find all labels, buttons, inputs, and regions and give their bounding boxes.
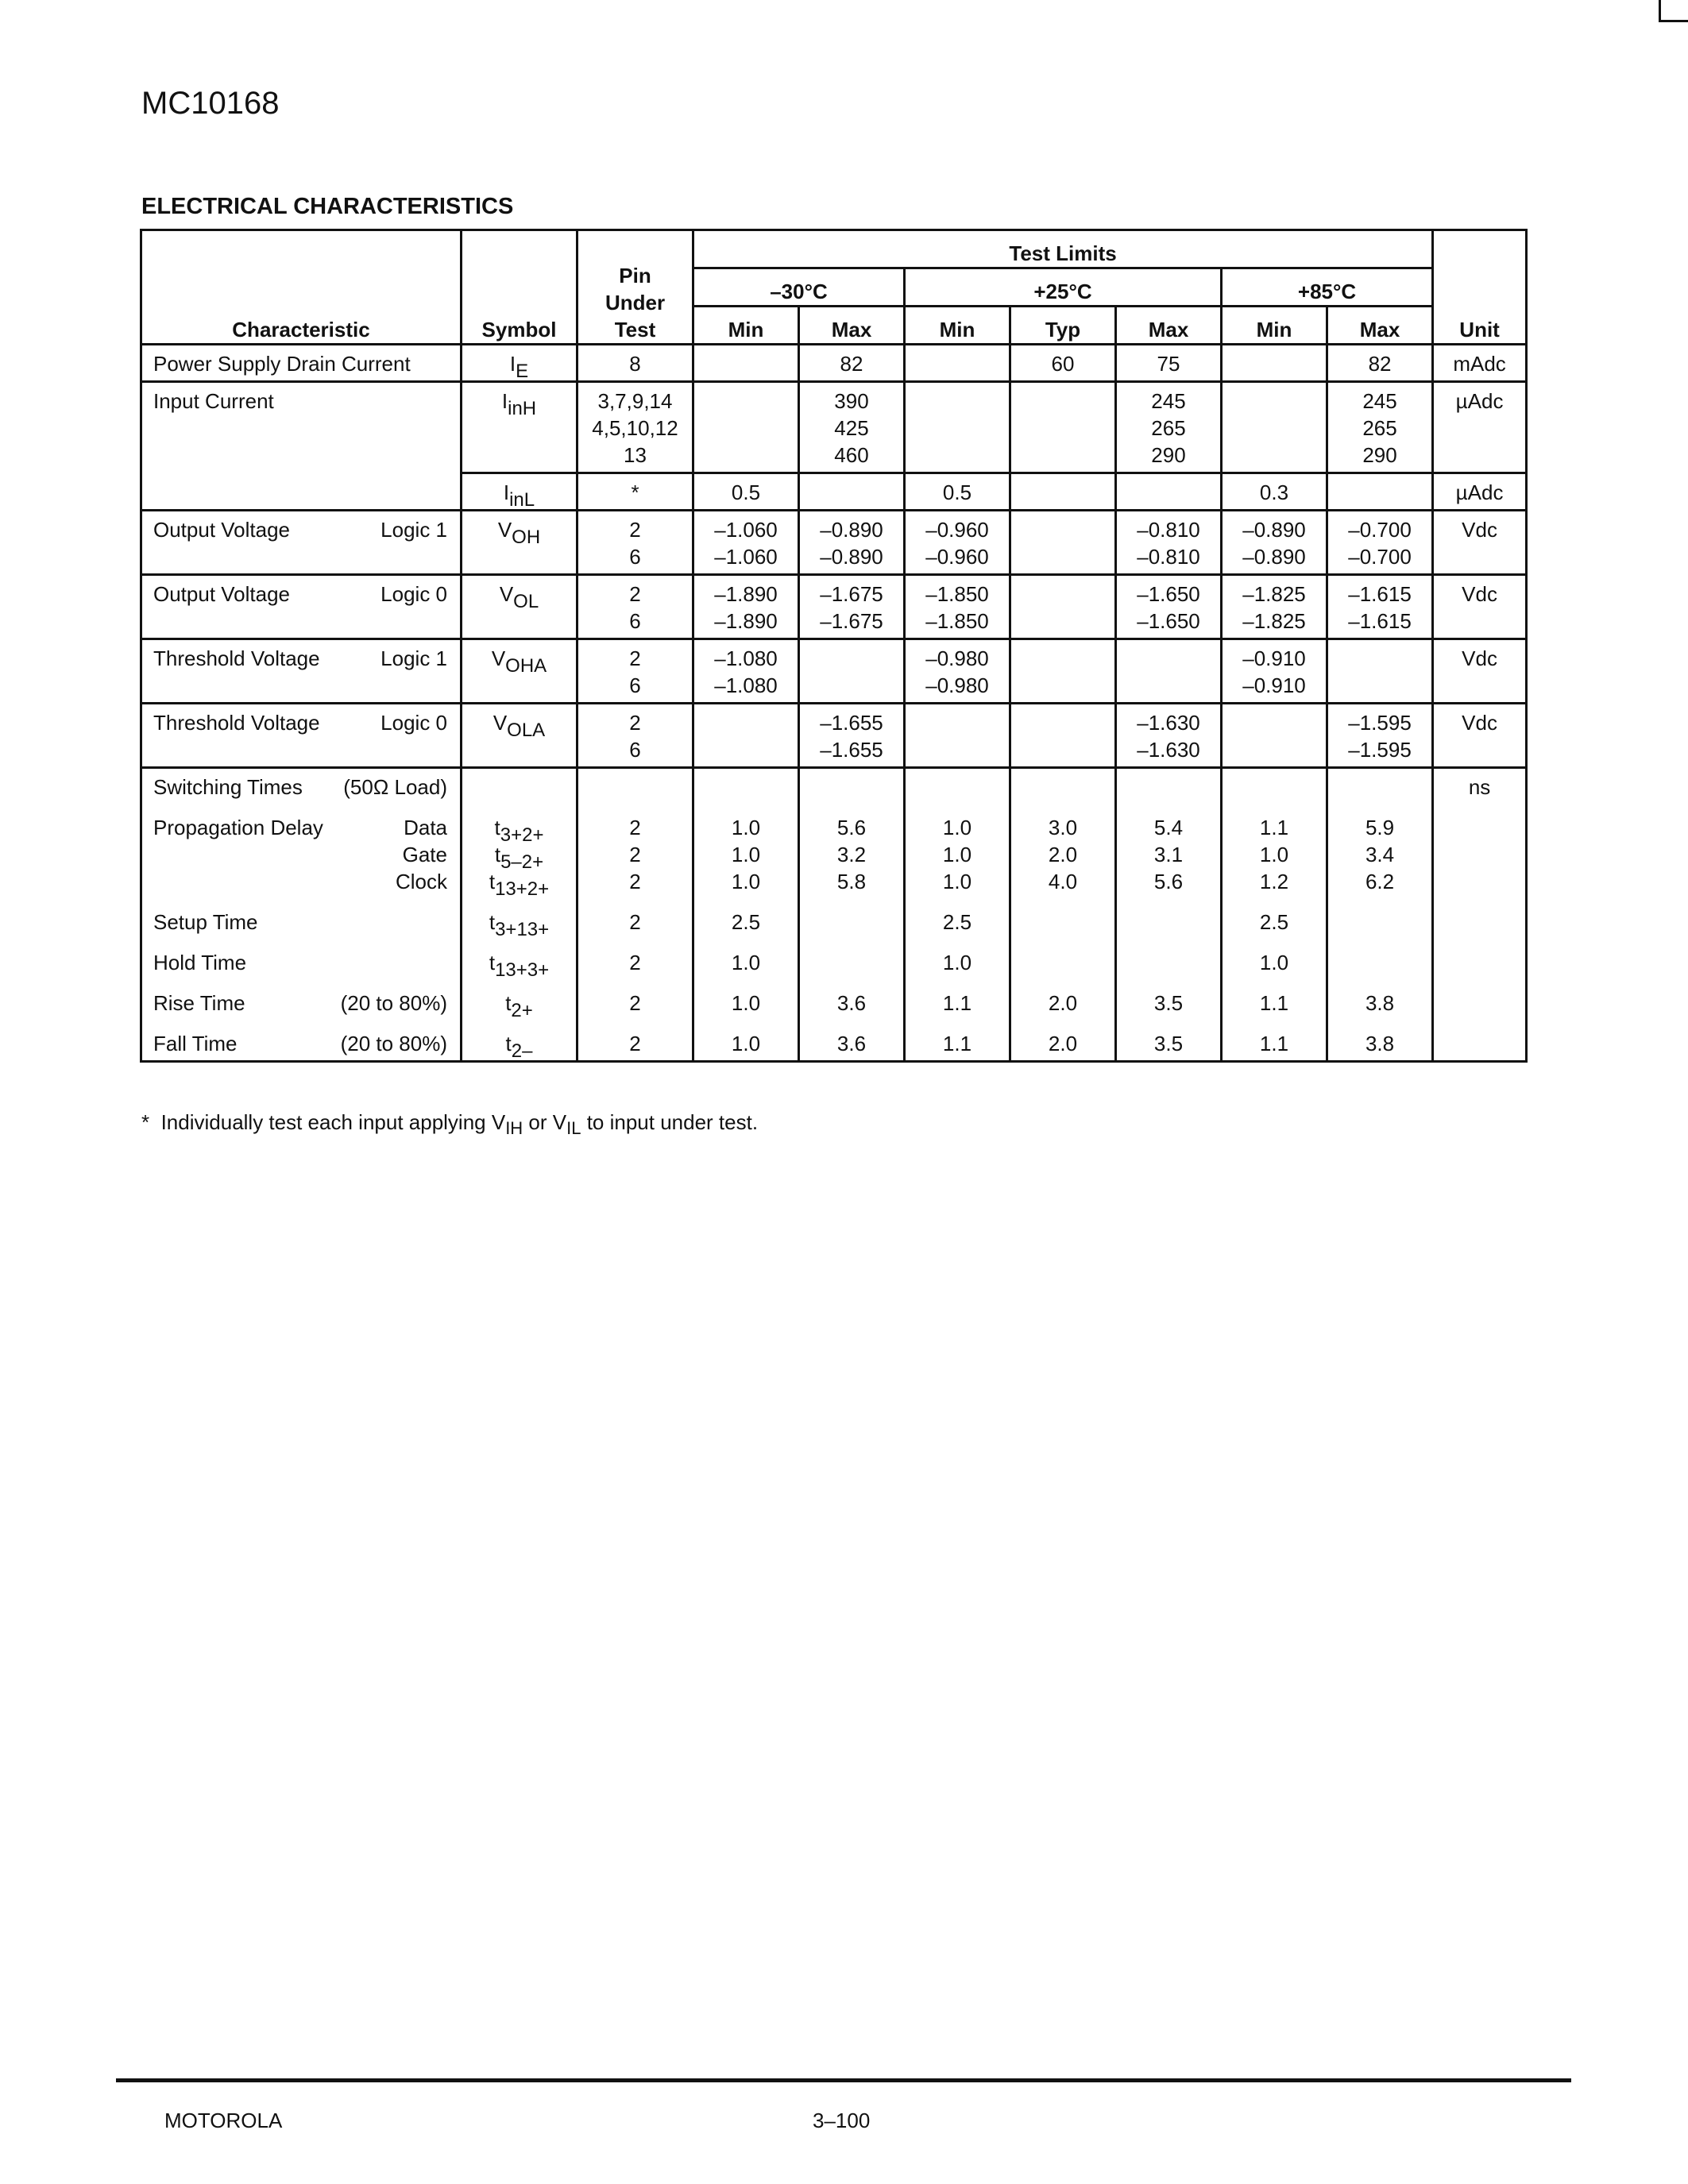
value: 265: [1151, 416, 1186, 440]
value: –0.890: [1242, 518, 1306, 542]
value: 2: [629, 816, 641, 839]
value: 1.1: [1259, 816, 1289, 839]
row-symbol: [462, 639, 577, 704]
symbol-sub: E: [516, 361, 529, 382]
value-cell: [1327, 575, 1433, 639]
value: –0.910: [1242, 673, 1306, 697]
value-cell: [693, 639, 799, 704]
row-name: Threshold Voltage: [153, 711, 320, 735]
value: –0.700: [1348, 545, 1412, 569]
value: 2: [629, 870, 641, 893]
unit-cell: ns: [1433, 768, 1527, 1062]
value: 2.0: [1048, 843, 1078, 866]
value-cell: [905, 345, 1010, 382]
value: 3.6: [836, 991, 867, 1015]
pin-cell: 8: [577, 345, 693, 382]
value-cell: [1222, 768, 1327, 1062]
value: –1.825: [1242, 582, 1306, 606]
row-name: Output Voltage: [153, 518, 291, 542]
header-p25-min: Min: [905, 307, 1010, 345]
row-symbol: [462, 345, 577, 382]
value: 3.5: [1153, 1032, 1184, 1055]
value: –1.850: [925, 582, 989, 606]
value: –1.675: [820, 609, 883, 633]
value: 5.4: [1153, 816, 1184, 839]
value-cell: 0.5: [693, 473, 799, 511]
unit-cell: µAdc: [1433, 382, 1527, 473]
value-cell: [693, 704, 799, 768]
value: 1.1: [942, 991, 972, 1015]
value: –0.890: [1242, 545, 1306, 569]
unit-cell: Vdc: [1433, 575, 1527, 639]
value: 5.9: [1365, 816, 1395, 839]
value-cell: 82: [799, 345, 905, 382]
value-cell: [1010, 511, 1116, 575]
value: 245: [1362, 389, 1397, 413]
symbol-main: t: [505, 991, 512, 1015]
value: –0.890: [820, 518, 883, 542]
row-label: [141, 704, 462, 768]
symbol-main: t: [489, 870, 496, 893]
value: 2.5: [731, 910, 761, 934]
value-cell: [905, 382, 1010, 473]
value-cell: [1222, 345, 1327, 382]
value-cell: [693, 511, 799, 575]
value: 2: [629, 711, 641, 735]
table-row: [141, 639, 1527, 704]
value: –0.700: [1348, 518, 1412, 542]
value: –1.890: [714, 609, 778, 633]
footnote-sub-ih: IH: [505, 1118, 523, 1138]
row-name: Propagation Delay: [153, 816, 323, 839]
value-cell: [1010, 575, 1116, 639]
symbol: [462, 949, 576, 981]
value-cell: [1222, 639, 1327, 704]
value: –0.810: [1137, 545, 1200, 569]
header-m30-max: Max: [799, 307, 905, 345]
row-symbol: [462, 473, 577, 511]
row-qualifier: Logic 1: [380, 646, 447, 670]
header-temp-minus30: –30°C: [693, 268, 905, 307]
value: 290: [1362, 443, 1397, 467]
row-label: Input Current: [141, 382, 462, 511]
symbol-main: I: [501, 389, 508, 413]
value: –0.960: [925, 518, 989, 542]
footnote: [141, 1110, 759, 1138]
value-cell: [1116, 704, 1222, 768]
row-qualifier: (20 to 80%): [340, 1032, 447, 1055]
value-cell: [799, 704, 905, 768]
value: –1.595: [1348, 738, 1412, 762]
symbol: [462, 868, 576, 900]
symbol-main: V: [497, 518, 512, 542]
value: 13: [624, 443, 647, 467]
value-cell: 0.5: [905, 473, 1010, 511]
table-row: [141, 511, 1527, 575]
value: –1.630: [1137, 711, 1200, 735]
value-cell: [1010, 768, 1116, 1062]
pin-cell: [577, 768, 693, 1062]
value: 1.0: [1259, 951, 1289, 974]
value-cell: [1116, 639, 1222, 704]
row-name: Fall Time: [153, 1032, 238, 1055]
pin-cell: [577, 639, 693, 704]
value: 245: [1151, 389, 1186, 413]
value-cell: [693, 382, 799, 473]
value: 1.0: [731, 870, 761, 893]
row-name: Threshold Voltage: [153, 646, 320, 670]
table-row-switching: [141, 768, 1527, 1062]
header-p25-typ: Typ: [1010, 307, 1116, 345]
row-qualifier: Data: [404, 816, 447, 839]
value: 6: [629, 609, 641, 633]
value: 3.8: [1365, 1032, 1395, 1055]
header-p85-max: Max: [1327, 307, 1433, 345]
value: 6: [629, 738, 641, 762]
row-symbol: [462, 575, 577, 639]
pin-cell: [577, 704, 693, 768]
value: 2: [629, 646, 641, 670]
value-cell: [905, 511, 1010, 575]
value-cell: [1222, 382, 1327, 473]
table-row: [141, 345, 1527, 382]
row-name: Switching Times: [153, 775, 303, 799]
value: 3.4: [1365, 843, 1395, 866]
value-cell: [1327, 382, 1433, 473]
symbol-sub: 2–: [511, 1040, 533, 1062]
row-qualifier: Logic 0: [380, 711, 447, 735]
value-cell: [905, 639, 1010, 704]
value: –1.630: [1137, 738, 1200, 762]
value-cell: [799, 768, 905, 1062]
value: –1.615: [1348, 609, 1412, 633]
load-note: (50Ω Load): [343, 775, 447, 799]
value: 5.6: [1153, 870, 1184, 893]
symbol-main: t: [505, 1032, 512, 1055]
unit-cell: Vdc: [1433, 511, 1527, 575]
value: –1.650: [1137, 609, 1200, 633]
value-cell: [905, 704, 1010, 768]
value: –1.675: [820, 582, 883, 606]
header-p85-min: Min: [1222, 307, 1327, 345]
symbol: [462, 909, 576, 940]
footnote-text: to input under test.: [581, 1110, 759, 1134]
value-cell: [1010, 473, 1116, 511]
footer-brand: MOTOROLA: [164, 2109, 283, 2132]
value-cell: [693, 345, 799, 382]
value-cell: [799, 382, 905, 473]
value-cell: [799, 511, 905, 575]
value-cell: [1327, 511, 1433, 575]
unit-cell: mAdc: [1433, 345, 1527, 382]
value-cell: [1116, 382, 1222, 473]
symbol-main: t: [489, 910, 496, 934]
value: 4,5,10,12: [592, 416, 678, 440]
value-cell: [1327, 704, 1433, 768]
row-symbol: [462, 768, 577, 1062]
value: –0.890: [820, 545, 883, 569]
value: 2.0: [1048, 1032, 1078, 1055]
value-cell: [905, 575, 1010, 639]
row-qualifier: Gate: [402, 843, 447, 866]
header-temp-plus85: +85°C: [1222, 268, 1433, 307]
value: –0.810: [1137, 518, 1200, 542]
value: –1.615: [1348, 582, 1412, 606]
value-cell: [1116, 575, 1222, 639]
header-pin-line2: Under: [605, 291, 666, 314]
table-row: [141, 704, 1527, 768]
value: 1.0: [942, 951, 972, 974]
value: –1.825: [1242, 609, 1306, 633]
value-cell: 0.3: [1222, 473, 1327, 511]
value: 1.2: [1259, 870, 1289, 893]
value: 3.0: [1048, 816, 1078, 839]
symbol-main: t: [494, 843, 501, 866]
value: –0.960: [925, 545, 989, 569]
symbol-main: V: [499, 582, 514, 606]
value: 1.0: [731, 843, 761, 866]
value: 2.5: [942, 910, 972, 934]
value: 3.2: [836, 843, 867, 866]
value: –0.980: [925, 673, 989, 697]
header-pin-under-test: [577, 230, 693, 345]
symbol-sub: inH: [508, 398, 537, 419]
value: –0.910: [1242, 646, 1306, 670]
value-cell: [693, 575, 799, 639]
symbol-sub: 13+2+: [495, 878, 550, 900]
value: –1.060: [714, 518, 778, 542]
value: –1.080: [714, 646, 778, 670]
symbol-sub: 3+2+: [500, 824, 544, 846]
footnote-text: Individually test each input applying V: [160, 1110, 506, 1134]
symbol-sub: inL: [509, 489, 535, 511]
symbol: [462, 990, 576, 1021]
row-label: [141, 575, 462, 639]
value: 1.0: [731, 1032, 761, 1055]
footnote-star: *: [141, 1110, 150, 1134]
row-qualifier: (20 to 80%): [340, 991, 447, 1015]
value: 2: [629, 843, 641, 866]
value: 2: [629, 951, 641, 974]
value: 6: [629, 673, 641, 697]
value: 3,7,9,14: [597, 389, 673, 413]
unit-cell: µAdc: [1433, 473, 1527, 511]
value: 4.0: [1048, 870, 1078, 893]
footnote-text: or V: [523, 1110, 567, 1134]
symbol-sub: 13+3+: [495, 959, 550, 981]
value: –1.080: [714, 673, 778, 697]
value-cell: [1010, 704, 1116, 768]
value: –0.980: [925, 646, 989, 670]
section-title: ELECTRICAL CHARACTERISTICS: [141, 194, 514, 219]
value-cell: [1222, 511, 1327, 575]
header-symbol: Symbol: [462, 230, 577, 345]
value: 1.1: [1259, 1032, 1289, 1055]
footer-rule: [116, 2078, 1571, 2082]
value-cell: [1222, 704, 1327, 768]
value: 3.6: [836, 1032, 867, 1055]
value-cell: [1327, 639, 1433, 704]
value-cell: [1327, 473, 1433, 511]
value: 290: [1151, 443, 1186, 467]
value: –1.850: [925, 609, 989, 633]
symbol-sub: 3+13+: [495, 919, 550, 940]
header-p25-max: Max: [1116, 307, 1222, 345]
value: 2: [629, 518, 641, 542]
row-name: Output Voltage: [153, 582, 291, 606]
value-cell: [1010, 639, 1116, 704]
value-cell: [1327, 768, 1433, 1062]
value: 6: [629, 545, 641, 569]
symbol-sub: 5–2+: [500, 851, 544, 873]
value: 1.1: [942, 1032, 972, 1055]
row-qualifier: Logic 1: [380, 518, 447, 542]
row-label: Power Supply Drain Current: [141, 345, 462, 382]
symbol-main: I: [509, 352, 516, 376]
pin-cell: [577, 382, 693, 473]
electrical-characteristics-table: [140, 229, 1528, 1063]
value: 390: [834, 389, 869, 413]
unit-cell: Vdc: [1433, 704, 1527, 768]
value-cell: [799, 639, 905, 704]
value: –1.890: [714, 582, 778, 606]
value: 425: [834, 416, 869, 440]
value-cell: [905, 768, 1010, 1062]
header-pin-line3: Test: [614, 318, 656, 341]
value-cell: [799, 473, 905, 511]
value: 1.0: [942, 843, 972, 866]
value-cell: 82: [1327, 345, 1433, 382]
row-name: Rise Time: [153, 991, 245, 1015]
symbol-main: t: [489, 951, 496, 974]
value: 2: [629, 910, 641, 934]
value: –1.060: [714, 545, 778, 569]
symbol-sub: OLA: [507, 720, 546, 741]
value: 3.5: [1153, 991, 1184, 1015]
row-label: [141, 768, 462, 1062]
row-symbol: [462, 382, 577, 473]
row-qualifier: Logic 0: [380, 582, 447, 606]
pin-cell: *: [577, 473, 693, 511]
header-characteristic: Characteristic: [141, 230, 462, 345]
symbol: [462, 1030, 576, 1062]
pin-cell: [577, 511, 693, 575]
symbol-main: t: [494, 816, 500, 839]
header-m30-min: Min: [693, 307, 799, 345]
value-cell: [1116, 473, 1222, 511]
value: 1.0: [731, 816, 761, 839]
footnote-sub-il: IL: [566, 1118, 581, 1138]
value-cell: [693, 768, 799, 1062]
value: 1.1: [1259, 991, 1289, 1015]
symbol-sub: OL: [513, 591, 539, 612]
row-symbol: [462, 704, 577, 768]
value: 2.5: [1259, 910, 1289, 934]
value: 2.0: [1048, 991, 1078, 1015]
value: 1.0: [1259, 843, 1289, 866]
symbol-main: I: [503, 480, 510, 504]
value: 2: [629, 582, 641, 606]
value: 460: [834, 443, 869, 467]
value: 5.8: [836, 870, 867, 893]
symbol: [462, 814, 576, 846]
value: 3.8: [1365, 991, 1395, 1015]
value: 6.2: [1365, 870, 1395, 893]
value-cell: [1116, 768, 1222, 1062]
value-cell: [1116, 511, 1222, 575]
table-row: [141, 575, 1527, 639]
value: –1.655: [820, 711, 883, 735]
row-qualifier: Clock: [395, 870, 447, 893]
row-label: [141, 639, 462, 704]
value: –1.650: [1137, 582, 1200, 606]
header-test-limits: Test Limits: [693, 230, 1433, 268]
value: 1.0: [942, 816, 972, 839]
header-temp-plus25: +25°C: [905, 268, 1222, 307]
value-cell: 60: [1010, 345, 1116, 382]
value: 5.6: [836, 816, 867, 839]
row-label: [141, 511, 462, 575]
table-row: [141, 382, 1527, 473]
symbol-sub: OHA: [505, 655, 547, 677]
value-cell: [799, 575, 905, 639]
header-unit: Unit: [1433, 230, 1527, 345]
page-number: 3–100: [813, 2109, 871, 2132]
value-cell: 75: [1116, 345, 1222, 382]
value: 2: [629, 1032, 641, 1055]
unit-cell: Vdc: [1433, 639, 1527, 704]
value-cell: [1010, 382, 1116, 473]
pin-cell: [577, 575, 693, 639]
value-cell: [1222, 575, 1327, 639]
row-name: Setup Time: [153, 910, 258, 934]
row-symbol: [462, 511, 577, 575]
value: 1.0: [731, 951, 761, 974]
value: –1.595: [1348, 711, 1412, 735]
symbol-main: V: [492, 711, 508, 735]
value: 1.0: [731, 991, 761, 1015]
part-number: MC10168: [141, 86, 280, 121]
value: 3.1: [1153, 843, 1184, 866]
value: 2: [629, 991, 641, 1015]
row-name: Hold Time: [153, 951, 247, 974]
symbol-sub: OH: [512, 527, 541, 548]
value: 265: [1362, 416, 1397, 440]
corner-crop-mark: [1659, 0, 1688, 22]
header-pin-line1: Pin: [619, 264, 651, 287]
value: –1.655: [820, 738, 883, 762]
symbol: [462, 841, 576, 873]
value: 1.0: [942, 870, 972, 893]
symbol-main: V: [491, 646, 506, 670]
symbol-sub: 2+: [511, 1000, 533, 1021]
